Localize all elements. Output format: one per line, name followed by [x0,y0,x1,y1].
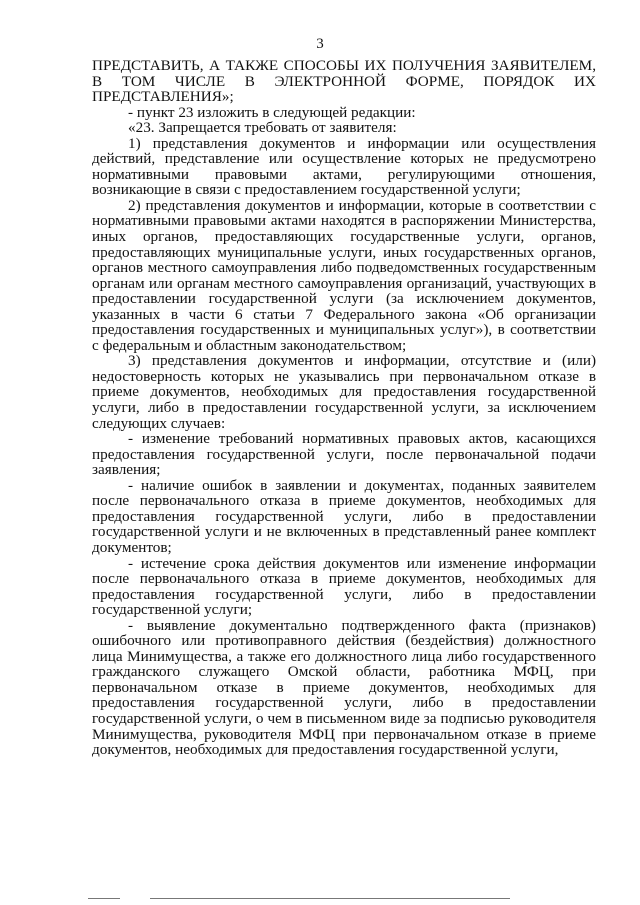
paragraph-case-requirements-change: - изменение требований нормативных правовых актов, касающихся предоставления государственной услуги, после первоначальной подачи заявления; [92,430,596,479]
paragraph-item-3: 3) представления документов и информации, отсутствие и (или) недостоверность которых не указывались при первоначальном отказе в приеме документов, необходимых для предоставления государственной услуги, либо в предоставлении государственной услуги, за исключением следующих случаев: [92,352,596,432]
paragraph-case-misconduct: - выявление документально подтвержденного факта (признаков) ошибочного или противоправного действия (бездействия) должностного лица Минимущества, а также его должностного лица либо государственного гражданского служащего Омской области, работника МФЦ, при первоначальном отказе в приеме документов, необходимых для предоставления государственной услуги, либо в предоставлении государственной услуги, о чем в письменном виде за подписью руководителя Минимущества, руководителя МФЦ при первоначальном отказе в приеме документов, необходимых для предоставления государственной услуги, [92,616,596,759]
bottom-rule-line [150,898,510,899]
page-number: 3 [316,36,324,52]
paragraph-heading-continuation: ПРЕДСТАВИТЬ, А ТАКЖЕ СПОСОБЫ ИХ ПОЛУЧЕНИЯ ЗАЯВИТЕЛЕМ, В ТОМ ЧИСЛЕ В ЭЛЕКТРОННОЙ ФОРМЕ, ПОРЯДОК ИХ ПРЕДСТАВЛЕНИЯ»; [92,57,596,106]
document-body [92,58,596,758]
paragraph-case-expiry: - истечение срока действия документов или изменение информации после первоначального отказа в приеме документов, необходимых для предоставления государственной услуги, либо в предоставлении государственной услуги; [92,554,596,619]
paragraph-clause-23: «23. Запрещается требовать от заявителя: [128,119,397,137]
paragraph-item-1: 1) представления документов и информации или осуществления действий, представление или осуществление которых не предусмотрено нормативными правовыми актами, регулирующими отношения, возникающие в связи с предоставлением государственной услуги; [92,134,596,199]
paragraph-case-errors: - наличие ошибок в заявлении и документах, поданных заявителем после первоначального отказа в приеме документов, необходимых для предоставления государственной услуги, либо в предоставлении государственной услуги и не включенных в представленный ранее комплект документов; [92,476,596,556]
paragraph-item-2: 2) представления документов и информации, которые в соответствии с нормативными правовыми актами находятся в распоряжении Министерства, иных органов, предоставляющих государственные услуги, органов, предоставляющих муниципальные услуги, иных государственных органов, органов местного самоуправления либо подведомственных государственным органам или органам местного самоуправления организаций, участвующих в предоставлении государственной услуги (за исключением документов, указанных в части 6 статьи 7 Федерального закона «Об организации предоставления государственных и муниципальных услуг»), в соответствии с федеральным и областным законодательством; [92,196,596,354]
paragraph-amendment-intro: - пункт 23 изложить в следующей редакции: [128,103,416,121]
bottom-rule-mark [88,898,120,899]
